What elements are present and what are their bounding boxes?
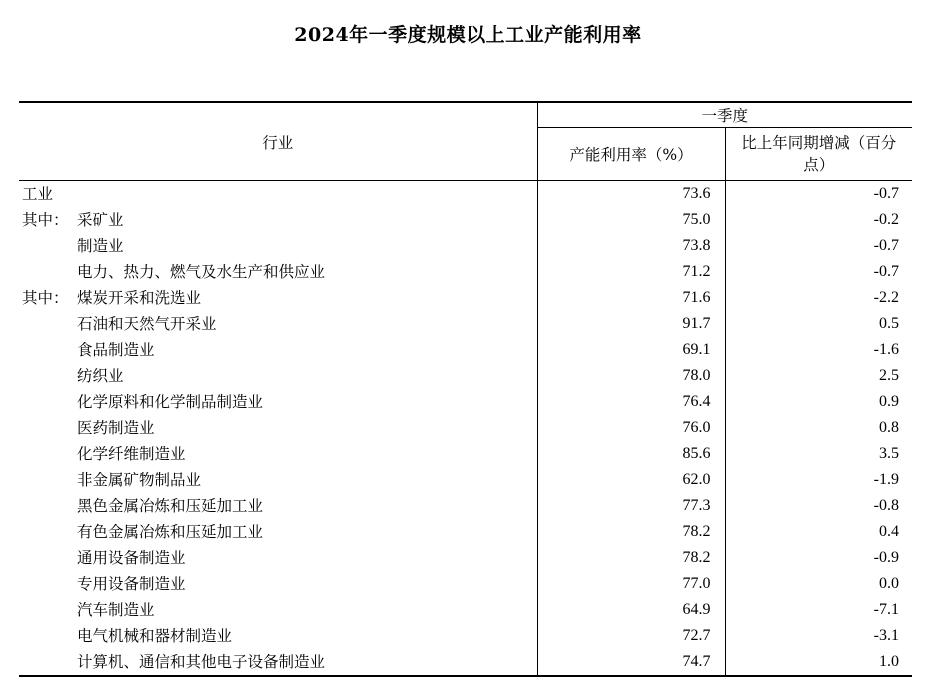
industry-name-cell (19, 467, 537, 493)
change-cell: 0.0 (879, 575, 899, 592)
industry-name-cell (19, 519, 537, 545)
change-cell: -0.8 (873, 497, 899, 514)
change-cell: 0.4 (879, 523, 899, 540)
change-cell: 0.5 (879, 315, 899, 332)
change-cell: -0.7 (873, 185, 899, 202)
industry-name: 纺织业 (77, 367, 124, 385)
industry-name-cell (19, 337, 537, 363)
table-row (19, 311, 912, 337)
table-body (19, 181, 912, 677)
industry-name: 电气机械和器材制造业 (77, 627, 233, 645)
industry-name-cell (19, 285, 537, 311)
industry-name: 采矿业 (77, 211, 124, 229)
industry-name-cell (19, 571, 537, 597)
header-q1: 一季度 (537, 102, 912, 128)
industry-name-cell (19, 597, 537, 623)
rate-cell: 78.0 (537, 363, 725, 389)
industry-name: 专用设备制造业 (77, 575, 186, 593)
industry-name-cell (19, 545, 537, 571)
change-cell: -0.2 (873, 211, 899, 228)
industry-name: 有色金属冶炼和压延加工业 (77, 523, 264, 541)
industry-name: 计算机、通信和其他电子设备制造业 (77, 653, 326, 671)
industry-name-cell (19, 259, 537, 285)
capacity-utilization-table (19, 101, 912, 677)
industry-name: 化学纤维制造业 (77, 445, 186, 463)
change-cell: 0.8 (879, 419, 899, 436)
change-cell: -0.7 (873, 237, 899, 254)
table-row (19, 467, 912, 493)
rate-cell: 77.0 (537, 571, 725, 597)
table-row (19, 181, 912, 208)
table-row (19, 571, 912, 597)
rate-cell: 64.9 (537, 597, 725, 623)
table-row (19, 233, 912, 259)
rate-cell: 91.7 (537, 311, 725, 337)
industry-name-cell (19, 623, 537, 649)
change-cell: -1.9 (873, 471, 899, 488)
table-row (19, 285, 912, 311)
header-rate: 产能利用率（%） (537, 128, 725, 181)
rate-cell: 76.4 (537, 389, 725, 415)
header-industry: 行业 (19, 102, 537, 181)
table-row (19, 363, 912, 389)
industry-name: 工业 (22, 185, 54, 203)
rate-cell: 74.7 (537, 649, 725, 676)
change-cell: 3.5 (879, 445, 899, 462)
industry-name: 石油和天然气开采业 (77, 315, 217, 333)
change-cell: 1.0 (725, 649, 912, 676)
industry-name: 制造业 (77, 237, 124, 255)
table-row (19, 623, 912, 649)
table-row (19, 415, 912, 441)
table-row (19, 519, 912, 545)
industry-name-cell (19, 649, 537, 676)
table-row (19, 441, 912, 467)
rate-cell: 73.8 (537, 233, 725, 259)
rate-cell: 62.0 (537, 467, 725, 493)
table-row (19, 207, 912, 233)
industry-name: 汽车制造业 (77, 601, 155, 619)
industry-name: 煤炭开采和洗选业 (77, 289, 202, 307)
industry-name: 化学原料和化学制品制造业 (77, 393, 264, 411)
rate-cell: 85.6 (537, 441, 725, 467)
rate-cell: 76.0 (537, 415, 725, 441)
page-title: 2024年一季度规模以上工业产能利用率 (294, 24, 642, 46)
rate-cell: 77.3 (537, 493, 725, 519)
table-row (19, 259, 912, 285)
industry-name: 电力、热力、燃气及水生产和供应业 (77, 263, 326, 281)
change-cell: -7.1 (873, 601, 899, 618)
industry-name: 非金属矿物制品业 (77, 471, 202, 489)
change-cell: -0.7 (873, 263, 899, 280)
rate-cell: 69.1 (537, 337, 725, 363)
table-row (19, 493, 912, 519)
industry-name-cell (19, 311, 537, 337)
industry-name-cell (19, 389, 537, 415)
rate-cell: 75.0 (537, 207, 725, 233)
change-cell: -2.2 (873, 289, 899, 306)
table-row (19, 545, 912, 571)
change-cell: -1.6 (873, 341, 899, 358)
rate-cell: 71.6 (537, 285, 725, 311)
table-row (19, 649, 912, 676)
industry-prefix: 其中： (22, 289, 69, 307)
industry-name: 黑色金属冶炼和压延加工业 (77, 497, 264, 515)
industry-name-cell (19, 493, 537, 519)
rate-cell: 78.2 (537, 519, 725, 545)
industry-name: 医药制造业 (77, 419, 155, 437)
industry-prefix: 其中： (22, 211, 69, 229)
change-cell: -3.1 (873, 627, 899, 644)
table-row (19, 389, 912, 415)
table-row (19, 337, 912, 363)
change-cell: 0.9 (879, 393, 899, 410)
industry-name-cell (19, 415, 537, 441)
industry-name-cell (19, 441, 537, 467)
rate-cell: 71.2 (537, 259, 725, 285)
table-row (19, 597, 912, 623)
change-cell: -0.9 (873, 549, 899, 566)
header-change: 比上年同期增减（百分点） (725, 128, 912, 181)
industry-name-cell (19, 363, 537, 389)
header-row-top (19, 102, 912, 128)
industry-name-cell (19, 207, 537, 233)
industry-name: 通用设备制造业 (77, 549, 186, 567)
rate-cell: 73.6 (537, 181, 725, 208)
industry-name: 食品制造业 (77, 341, 155, 359)
rate-cell: 72.7 (537, 623, 725, 649)
change-cell: 2.5 (879, 367, 899, 384)
industry-name-cell (19, 181, 537, 208)
rate-cell: 78.2 (537, 545, 725, 571)
industry-name-cell (19, 233, 537, 259)
